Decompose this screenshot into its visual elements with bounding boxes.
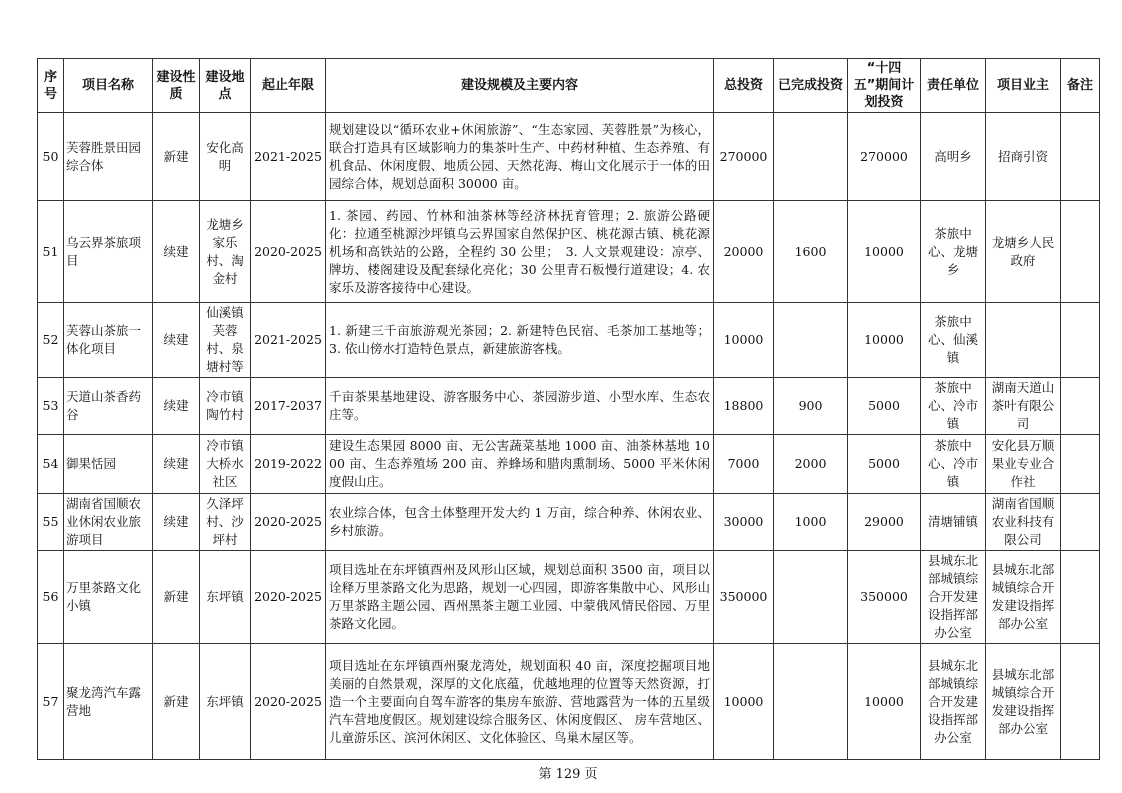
cell-remarks [1061,494,1100,551]
header-total-investment: 总投资 [714,59,774,113]
cell-content: 千亩茶果基地建设、游客服务中心、茶园游步道、小型水库、生态农庄等。 [326,378,714,435]
cell-location: 仙溪镇芙蓉村、泉塘村等 [200,303,251,378]
cell-location: 安化高明 [200,113,251,201]
cell-total-investment: 30000 [714,494,774,551]
cell-project-name: 聚龙湾汽车露营地 [64,644,153,760]
table-row [38,303,1100,378]
header-responsible-unit: 责任单位 [921,59,986,113]
cell-remarks [1061,113,1100,201]
cell-total-investment: 7000 [714,435,774,494]
cell-project-owner: 县城东北部城镇综合开发建设指挥部办公室 [986,551,1061,644]
cell-plan-investment: 350000 [848,551,921,644]
cell-plan-investment: 10000 [848,644,921,760]
cell-seq: 50 [38,113,64,201]
cell-completed-investment: 1600 [774,201,848,303]
header-location: 建设地点 [200,59,251,113]
cell-content: 1. 茶园、药园、竹林和油茶林等经济林抚育管理；2. 旅游公路硬化：拉通至桃源沙坪镇乌云界国家自然保护区、桃花源古镇、桃花源机场和高铁站的公路，全程约 30 公里； 3. 人文景观建设：凉亭、牌坊、楼阁建设及配套绿化亮化；30 公里青石板慢行道建设；4. 农家乐及游客接待中心建设。 [326,201,714,303]
cell-project-owner: 龙塘乡人民政府 [986,201,1061,303]
cell-nature: 新建 [153,551,200,644]
cell-remarks [1061,435,1100,494]
cell-content: 1. 新建三千亩旅游观光茶园；2. 新建特色民宿、毛茶加工基地等；3. 依山傍水打造特色景点，新建旅游客栈。 [326,303,714,378]
table-header-row [38,59,1100,113]
cell-seq: 52 [38,303,64,378]
cell-project-name: 御果恬园 [64,435,153,494]
cell-responsible-unit: 茶旅中心、仙溪镇 [921,303,986,378]
cell-nature: 续建 [153,201,200,303]
cell-years: 2019-2022 [251,435,326,494]
cell-seq: 51 [38,201,64,303]
cell-plan-investment: 5000 [848,435,921,494]
cell-plan-investment: 10000 [848,201,921,303]
cell-location: 东坪镇 [200,644,251,760]
project-table [37,58,1100,760]
cell-seq: 54 [38,435,64,494]
cell-location: 龙塘乡家乐村、淘金村 [200,201,251,303]
cell-project-owner: 湖南天道山茶叶有限公司 [986,378,1061,435]
cell-completed-investment: 2000 [774,435,848,494]
cell-total-investment: 350000 [714,551,774,644]
cell-location: 冷市镇陶竹村 [200,378,251,435]
cell-responsible-unit: 茶旅中心、冷市镇 [921,378,986,435]
table-row [38,551,1100,644]
cell-responsible-unit: 县城东北部城镇综合开发建设指挥部办公室 [921,551,986,644]
cell-completed-investment: 1000 [774,494,848,551]
cell-content: 农业综合体，包含土体整理开发大约 1 万亩，综合种养、休闲农业、乡村旅游。 [326,494,714,551]
cell-location: 冷市镇大桥水社区 [200,435,251,494]
header-seq: 序号 [38,59,64,113]
header-content: 建设规模及主要内容 [326,59,714,113]
header-plan-investment: “十四五”期间计划投资 [848,59,921,113]
cell-remarks [1061,644,1100,760]
cell-remarks [1061,551,1100,644]
cell-completed-investment [774,303,848,378]
cell-project-name: 湖南省国顺农业休闲农业旅游项目 [64,494,153,551]
cell-completed-investment: 900 [774,378,848,435]
cell-completed-investment [774,113,848,201]
table-row [38,644,1100,760]
cell-total-investment: 10000 [714,303,774,378]
cell-plan-investment: 270000 [848,113,921,201]
cell-project-owner: 湖南省国顺农业科技有限公司 [986,494,1061,551]
cell-plan-investment: 10000 [848,303,921,378]
cell-responsible-unit: 清塘铺镇 [921,494,986,551]
cell-years: 2017-2037 [251,378,326,435]
cell-content: 项目选址在东坪镇酉州聚龙湾处，规划面积 40 亩，深度挖掘项目地美丽的自然景观，深厚的文化底蕴，优越地理的位置等天然资源，打造一个主要面向自驾车游客的集房车旅游、营地露营为一体的五星级汽车营地度假区。规划建设综合服务区、休闲度假区、 房车营地区、儿童游乐区、滨河休闲区、文化体验区、鸟巢木屋区等。 [326,644,714,760]
cell-responsible-unit: 茶旅中心、冷市镇 [921,435,986,494]
cell-years: 2020-2025 [251,494,326,551]
cell-seq: 56 [38,551,64,644]
header-project-name: 项目名称 [64,59,153,113]
cell-completed-investment [774,644,848,760]
cell-seq: 57 [38,644,64,760]
cell-seq: 53 [38,378,64,435]
cell-nature: 新建 [153,644,200,760]
cell-nature: 续建 [153,378,200,435]
cell-years: 2020-2025 [251,201,326,303]
cell-responsible-unit: 茶旅中心、龙塘乡 [921,201,986,303]
table-row [38,435,1100,494]
header-project-owner: 项目业主 [986,59,1061,113]
table-row [38,494,1100,551]
cell-completed-investment [774,551,848,644]
cell-total-investment: 20000 [714,201,774,303]
page-number: 第 129 页 [538,767,598,782]
cell-content: 项目选址在东坪镇酉州及风形山区域，规划总面积 3500 亩，项目以诠释万里茶路文化为思路，规划一心四园，即游客集散中心、风形山万里茶路主题公园、酉州黑茶主题工业园、中蒙俄风情民俗园、万里茶路文化园。 [326,551,714,644]
cell-project-name: 天道山茶香药谷 [64,378,153,435]
cell-location: 久泽坪村、沙坪村 [200,494,251,551]
cell-project-owner [986,303,1061,378]
header-remarks: 备注 [1061,59,1100,113]
cell-nature: 续建 [153,494,200,551]
cell-location: 东坪镇 [200,551,251,644]
header-years: 起止年限 [251,59,326,113]
table-row [38,378,1100,435]
cell-nature: 续建 [153,435,200,494]
cell-project-owner: 招商引资 [986,113,1061,201]
cell-seq: 55 [38,494,64,551]
cell-plan-investment: 29000 [848,494,921,551]
cell-content: 建设生态果园 8000 亩、无公害蔬菜基地 1000 亩、油茶林基地 1000 亩、生态养殖场 200 亩、养蜂场和腊肉熏制场、5000 平米休闲度假山庄。 [326,435,714,494]
cell-content: 规划建设以“循环农业+休闲旅游”、“生态家园、芙蓉胜景”为核心，联合打造具有区域影响力的集茶叶生产、中药材种植、生态养殖、有机食品、休闲度假、地质公园、天然花海、梅山文化展示于一体的田园综合体，规划总面积 30000 亩。 [326,113,714,201]
cell-nature: 新建 [153,113,200,201]
cell-total-investment: 270000 [714,113,774,201]
cell-remarks [1061,378,1100,435]
cell-project-name: 乌云界茶旅项目 [64,201,153,303]
cell-project-owner: 安化县万顺果业专业合作社 [986,435,1061,494]
cell-project-owner: 县城东北部城镇综合开发建设指挥部办公室 [986,644,1061,760]
document-sheet [37,58,1099,792]
header-completed-investment: 已完成投资 [774,59,848,113]
cell-responsible-unit: 县城东北部城镇综合开发建设指挥部办公室 [921,644,986,760]
cell-plan-investment: 5000 [848,378,921,435]
cell-remarks [1061,303,1100,378]
table-row [38,113,1100,201]
cell-project-name: 芙蓉胜景田园综合体 [64,113,153,201]
cell-years: 2021-2025 [251,113,326,201]
table-row [38,201,1100,303]
cell-remarks [1061,201,1100,303]
cell-nature: 续建 [153,303,200,378]
cell-years: 2021-2025 [251,303,326,378]
header-nature: 建设性质 [153,59,200,113]
cell-total-investment: 18800 [714,378,774,435]
cell-years: 2020-2025 [251,551,326,644]
cell-project-name: 芙蓉山茶旅一体化项目 [64,303,153,378]
cell-project-name: 万里茶路文化小镇 [64,551,153,644]
cell-total-investment: 10000 [714,644,774,760]
cell-years: 2020-2025 [251,644,326,760]
cell-responsible-unit: 高明乡 [921,113,986,201]
